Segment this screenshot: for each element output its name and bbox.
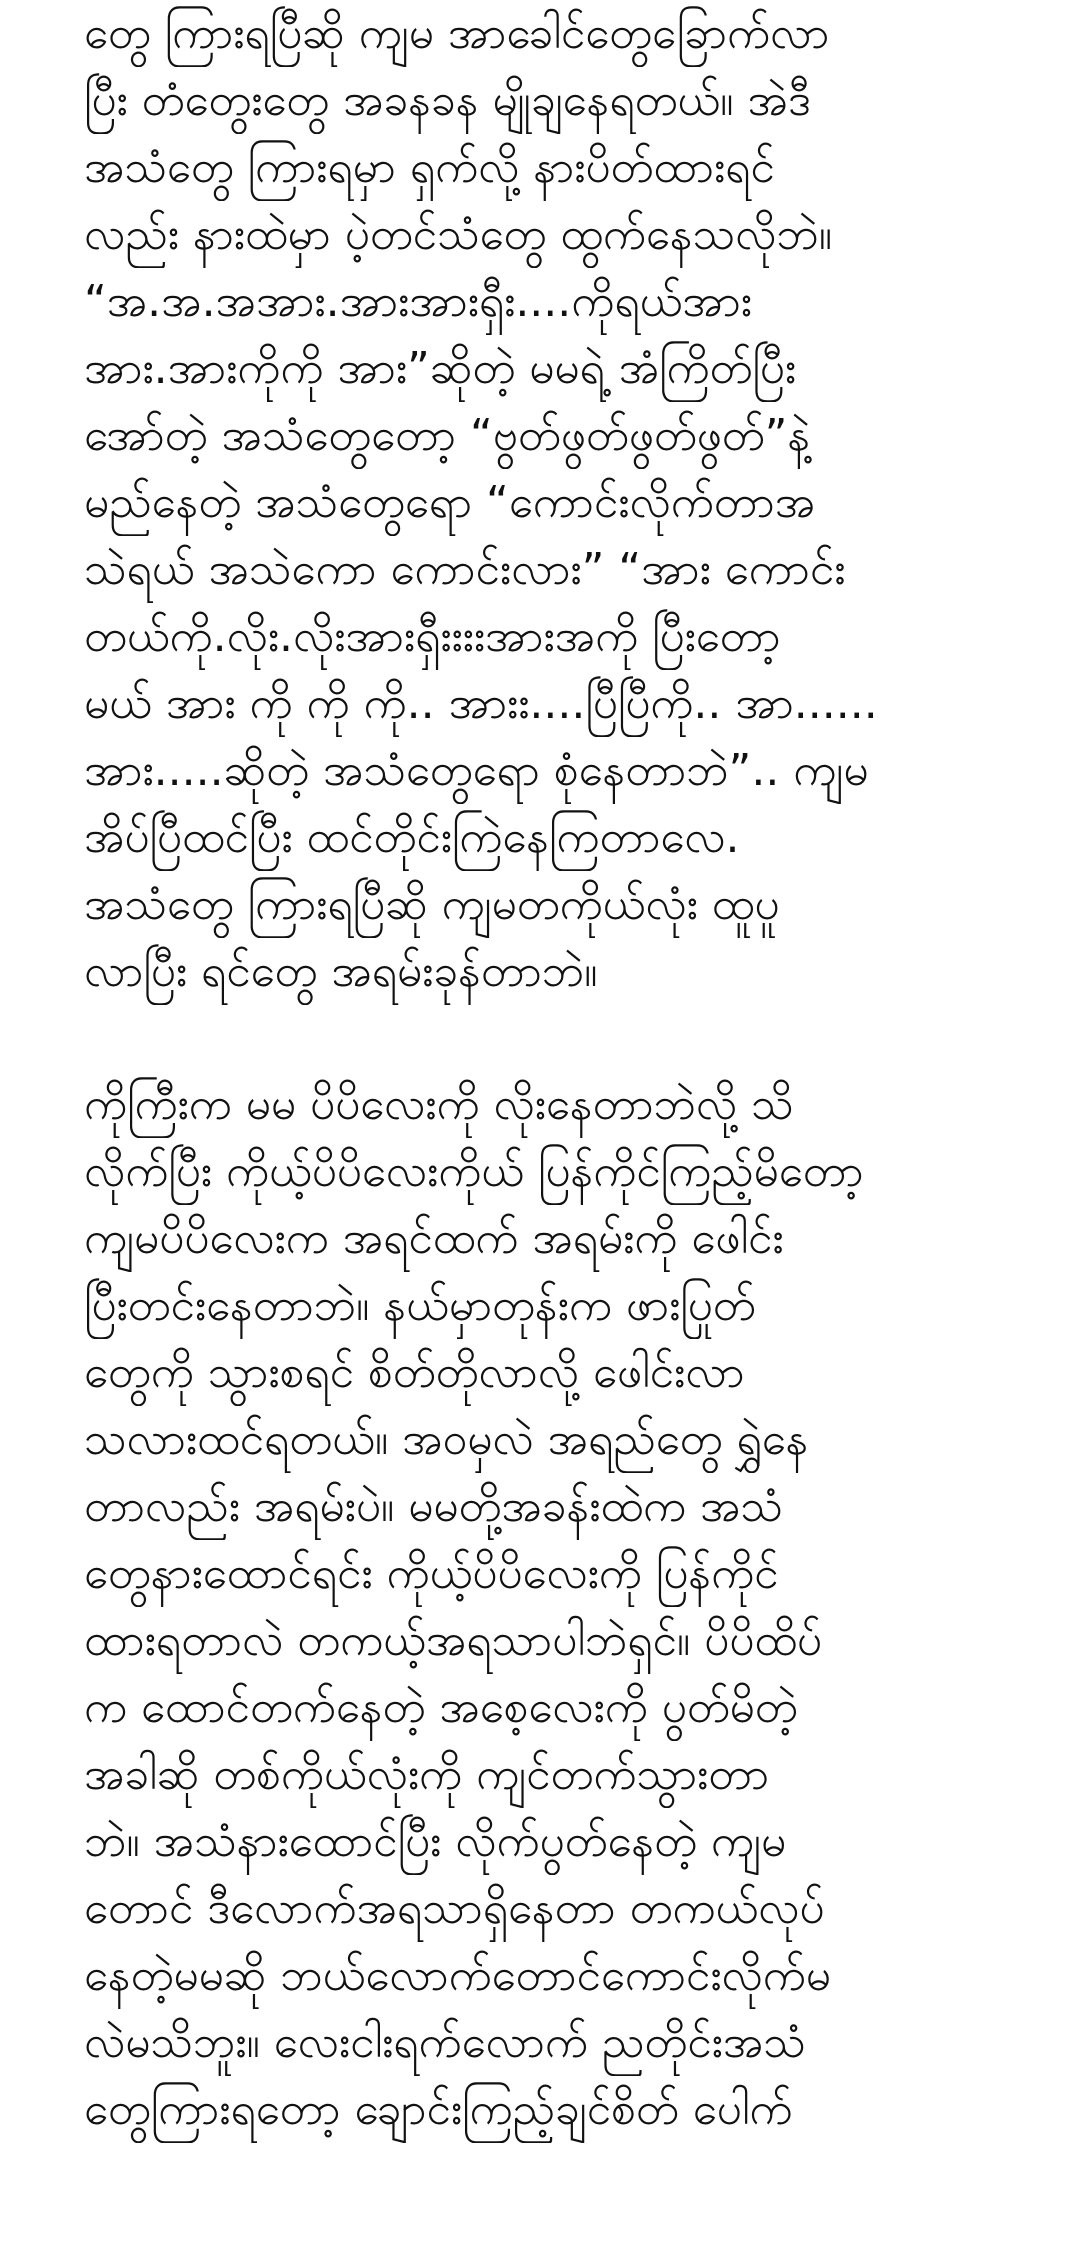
text-line: အခါဆို တစ်ကိုယ်လုံးကို ကျင်တက်သွားတာ [84,1749,770,1800]
story-text [84,0,1044,2143]
text-line: အိပ်ပြီထင်ပြီး ထင်တိုင်းကြဲနေကြတာလေ. [84,812,740,863]
text-line: သဲရယ် အသဲကော ကောင်းလား” “အား ကောင်း [84,544,846,595]
text-line: အား.....ဆိုတဲ့ အသံတွေရော စုံနေတာဘဲ”.. ကျမ [84,745,869,796]
text-line: တောင် ဒီလောက်အရသာရှိနေတာ တကယ်လုပ် [84,1883,825,1934]
text-line: ထားရတာလဲ တကယ့်အရသာပါဘဲရှင်။ ပိပိထိပ် [84,1615,822,1666]
text-line: က ထောင်တက်နေတဲ့ အစေ့လေးကို ပွတ်မိတဲ့ [84,1682,798,1733]
text-line: သလားထင်ရတယ်။ အဝမှလဲ အရည်တွေ ရွှဲနေ [84,1414,809,1465]
text-line: အော်တဲ့ အသံတွေတော့ “ဗွတ်ဖွတ်ဖွတ်ဖွတ်”နဲ့ [84,410,811,461]
text-line: ကျမပိပိလေးက အရင်ထက် အရမ်းကို ဖေါင်း [84,1213,784,1264]
text-line: တွေကို သွားစရင် စိတ်တိုလာလို့ ဖေါင်းလာ [84,1347,745,1398]
text-line: တယ်ကို.လိုး.လိုးအားရှီးးးးအားအကို ပြီးတော့ [84,611,781,662]
text-line: အား.အားကိုကို အား”ဆိုတဲ့ မမရဲ့ အံကြိတ်ပြီး [84,343,797,394]
text-line: ကိုကြီးက မမ ပိပိလေးကို လိုးနေတာဘဲလို့ သိ [84,1079,794,1130]
text-line: တွေ ကြားရပြီဆို ကျမ အာခေါင်တွေခြောက်လာ [84,8,830,59]
text-line: “အ.အ.အအား.အားအားရှီး....ကိုရယ်အား [84,276,752,327]
text-line: လာပြီး ရင်တွေ အရမ်းခုန်တာဘဲ။ [84,946,598,997]
text-line: ပြီး တံတွေးတွေ အခနခန မျိုချနေရတယ်။ အဲဒီ [84,75,811,126]
text-line: တွေနားထောင်ရင်း ကိုယ့်ပိပိလေးကို ပြန်ကိုင် [84,1548,779,1599]
text-line: တွေကြားရတော့ ချောင်းကြည့်ချင်စိတ် ပေါက် [84,2084,793,2135]
text-line: တာလည်း အရမ်းပဲ။ မမတို့အခန်းထဲက အသံ [84,1481,783,1532]
text-line: အသံတွေ ကြားရပြီဆို ကျမတကိုယ်လုံး ထူပူ [84,879,780,930]
text-line: လည်း နားထဲမှာ ပဲ့တင်သံတွေ ထွက်နေသလိုဘဲ။ [84,209,833,260]
text-line: အသံတွေ ကြားရမှာ ရှက်လို့ နားပိတ်ထားရင် [84,142,775,193]
paragraph-gap [84,1005,1044,1071]
text-line: မယ် အား ကို ကို ကို.. အားး....ပြီပြီကို.. အာ...... [84,678,878,729]
text-line: ပြီးတင်းနေတာဘဲ။ နယ်မှာတုန်းက ဖားပြုတ် [84,1280,756,1331]
text-line: လိုက်ပြီး ကိုယ့်ပိပိလေးကိုယ် ပြန်ကိုင်ကြည့်မိတော့ [84,1146,864,1197]
text-line: နေတဲ့မမဆို ဘယ်လောက်တောင်ကောင်းလိုက်မ [84,1950,831,2001]
text-line: ဘဲ။ အသံနားထောင်ပြီး လိုက်ပွတ်နေတဲ့ ကျမ [84,1816,787,1867]
text-line: လဲမသိဘူး။ လေးငါးရက်လောက် ညတိုင်းအသံ [84,2017,806,2068]
text-line: မည်နေတဲ့ အသံတွေရော “ကောင်းလိုက်တာအ [84,477,816,528]
